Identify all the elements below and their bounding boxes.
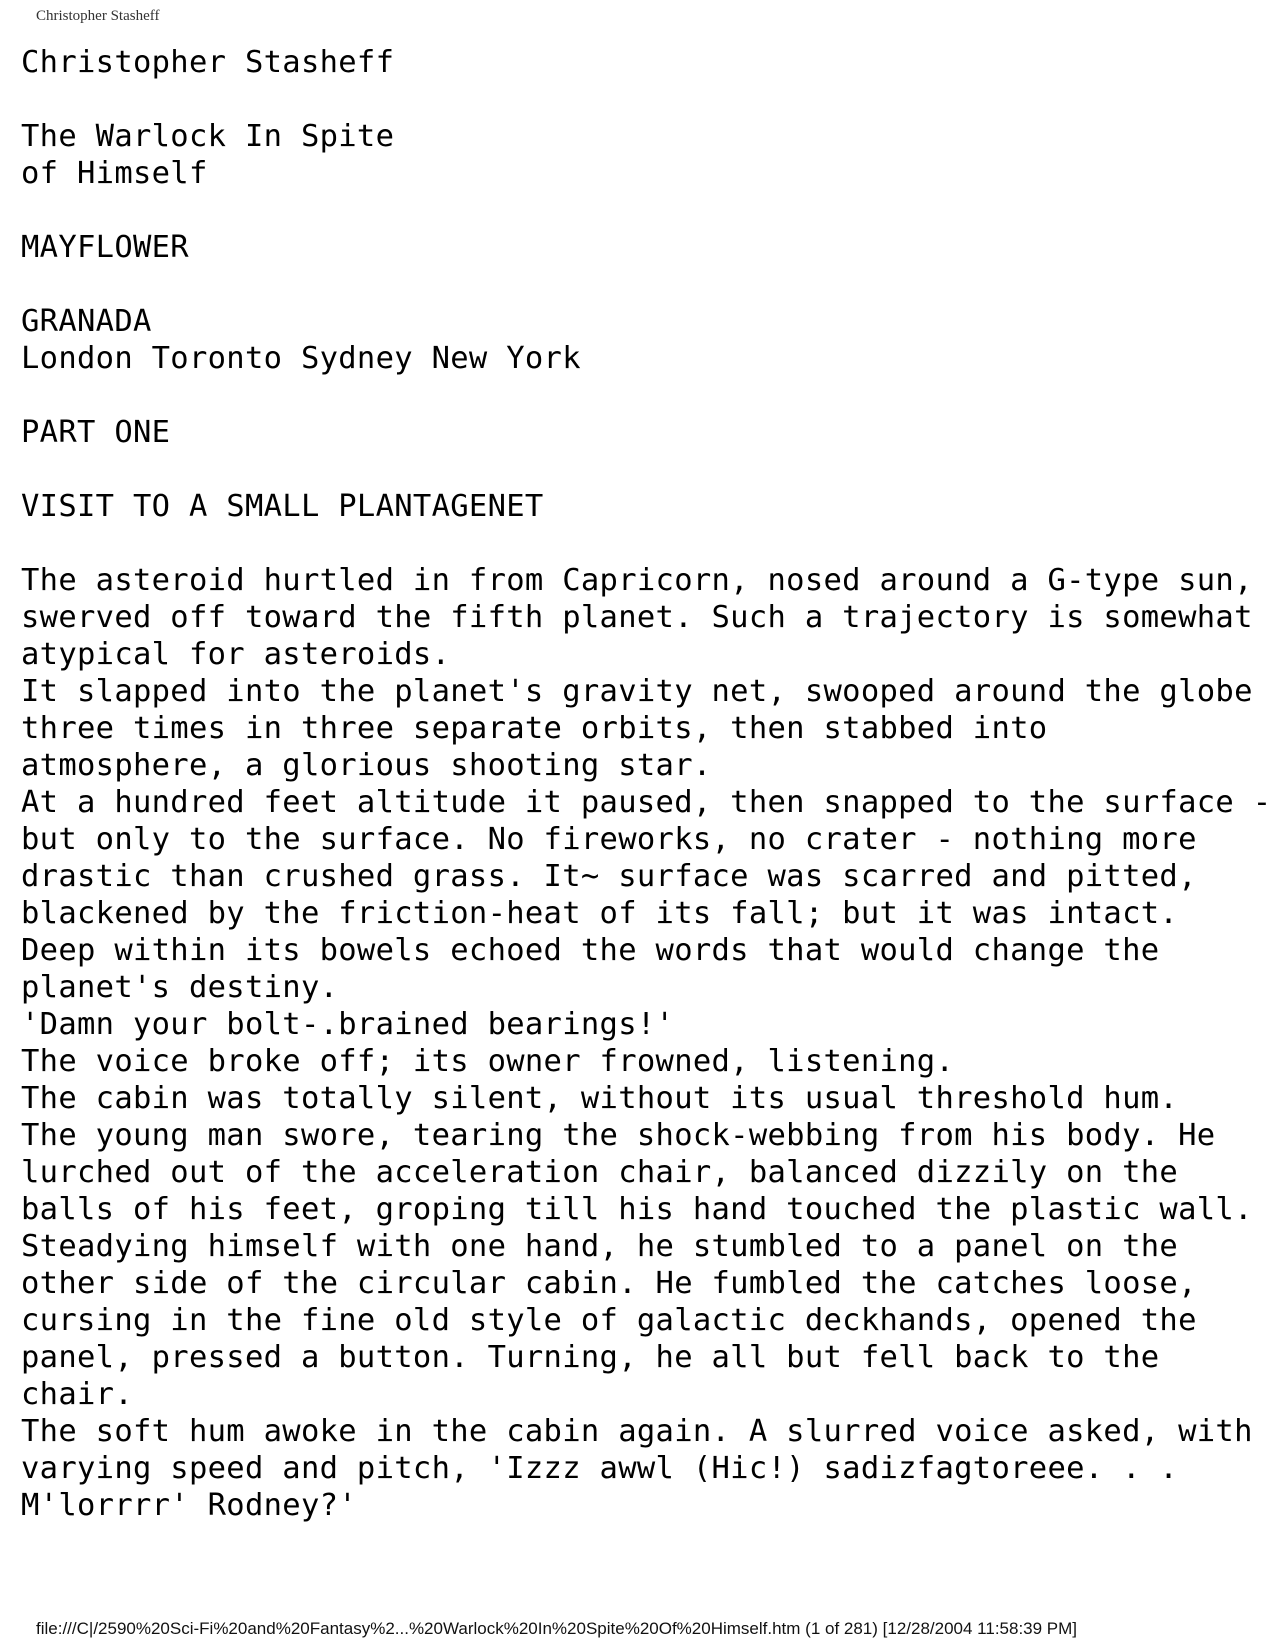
print-header: Christopher Stasheff: [36, 8, 160, 24]
body-text-line: atypical for asteroids.: [21, 637, 451, 672]
body-text-line: blackened by the friction-heat of its fall; but it was intact.: [21, 896, 1179, 931]
publisher-name: GRANADA: [21, 304, 152, 339]
blank-line: [21, 81, 1271, 118]
body-text-line: 'Damn your bolt-.brained bearings!': [21, 1007, 675, 1042]
book-title-line-1: The Warlock In Spite: [21, 119, 395, 154]
blank-line: [21, 266, 1271, 303]
body-text-line: three times in three separate orbits, then stabbed into: [21, 711, 1048, 746]
body-text-line: The asteroid hurtled in from Capricorn, nosed around a G-type sun,: [21, 563, 1253, 598]
document-body: [21, 44, 1271, 1524]
body-text-line: The voice broke off; its owner frowned, listening.: [21, 1044, 955, 1079]
body-text-line: lurched out of the acceleration chair, balanced dizzily on the: [21, 1155, 1179, 1190]
body-text-line: balls of his feet, groping till his hand touched the plastic wall.: [21, 1192, 1253, 1227]
body-text-line: M'lorrrr' Rodney?': [21, 1488, 357, 1523]
body-text-line: Deep within its bowels echoed the words that would change the: [21, 933, 1160, 968]
book-title-line-2: of Himself: [21, 156, 208, 191]
body-text-line: Steadying himself with one hand, he stumbled to a panel on the: [21, 1229, 1179, 1264]
imprint-name: MAYFLOWER: [21, 230, 189, 265]
blank-line: [21, 192, 1271, 229]
body-text-line: It slapped into the planet's gravity net, swooped around the globe: [21, 674, 1253, 709]
body-text-line: drastic than crushed grass. It~ surface was scarred and pitted,: [21, 859, 1197, 894]
body-text-line: The cabin was totally silent, without its usual threshold hum.: [21, 1081, 1179, 1116]
body-text-line: planet's destiny.: [21, 970, 339, 1005]
body-text-line: atmosphere, a glorious shooting star.: [21, 748, 712, 783]
body-text-line: varying speed and pitch, 'Izzz awwl (Hic!) sadizfagtoreee. . .: [21, 1451, 1179, 1486]
publisher-cities: London Toronto Sydney New York: [21, 341, 581, 376]
body-text-line: The soft hum awoke in the cabin again. A slurred voice asked, with: [21, 1414, 1253, 1449]
body-text-line: At a hundred feet altitude it paused, then snapped to the surface -: [21, 785, 1272, 820]
part-heading: PART ONE: [21, 415, 171, 450]
body-text-line: but only to the surface. No fireworks, no crater - nothing more: [21, 822, 1197, 857]
body-text-line: chair.: [21, 1377, 133, 1412]
blank-line: [21, 451, 1271, 488]
body-text-line: The young man swore, tearing the shock-webbing from his body. He: [21, 1118, 1216, 1153]
body-text-line: cursing in the fine old style of galactic deckhands, opened the: [21, 1303, 1197, 1338]
blank-line: [21, 525, 1271, 562]
body-text-line: other side of the circular cabin. He fumbled the catches loose,: [21, 1266, 1197, 1301]
blank-line: [21, 377, 1271, 414]
chapter-title: VISIT TO A SMALL PLANTAGENET: [21, 489, 544, 524]
author-name: Christopher Stasheff: [21, 45, 395, 80]
body-text-line: swerved off toward the fifth planet. Such a trajectory is somewhat: [21, 600, 1253, 635]
body-text-line: panel, pressed a button. Turning, he all but fell back to the: [21, 1340, 1160, 1375]
print-footer-url: file:///C|/2590%20Sci-Fi%20and%20Fantasy%2...%20Warlock%20In%20Spite%20Of%20Himself.htm (1 of 281) [12/28/2004 11:58:39 PM]: [36, 1619, 1078, 1638]
